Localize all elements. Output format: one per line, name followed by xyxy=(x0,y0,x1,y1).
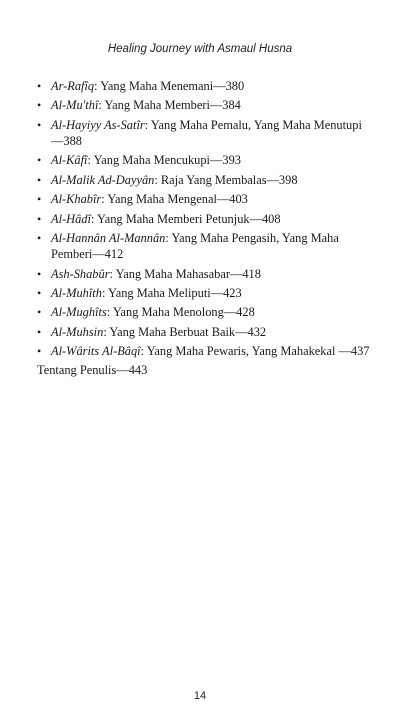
entry-list xyxy=(37,78,373,359)
entry-text: : Yang Maha Pengasih, Yang Maha Pemberi—412 xyxy=(51,230,339,262)
entry-term: Al-Mu'thî xyxy=(51,98,99,113)
list-item xyxy=(37,343,373,359)
list-item xyxy=(37,230,373,262)
list-item xyxy=(37,78,373,94)
entry-text: : Yang Maha Menolong—428 xyxy=(106,305,255,320)
list-item xyxy=(37,172,373,188)
running-head: Healing Journey with Asmaul Husna xyxy=(107,43,293,55)
entry-term: Al-Kâfî xyxy=(51,153,88,168)
entry-term: Al-Malik Ad-Dayyân xyxy=(51,172,155,187)
list-item xyxy=(37,324,373,340)
list-item xyxy=(37,211,373,227)
list-item xyxy=(37,191,373,207)
entry-term: Al-Muhsin xyxy=(51,324,104,339)
entry-text: : Yang Maha Memberi Petunjuk—408 xyxy=(90,211,281,226)
entry-text: : Raja Yang Membalas—398 xyxy=(154,172,298,187)
entry-text: : Yang Maha Memberi—384 xyxy=(98,98,241,113)
entry-term: Al-Hâdî xyxy=(51,211,91,226)
entry-text: : Yang Maha Pewaris, Yang Mahakekal —437 xyxy=(140,344,370,359)
entry-text: : Yang Maha Meliputi—423 xyxy=(101,285,242,300)
entry-term: Al-Mughîts xyxy=(51,305,107,320)
list-item xyxy=(37,117,373,149)
page-number: 14 xyxy=(193,690,207,702)
list-item xyxy=(37,304,373,320)
list-item xyxy=(37,266,373,282)
entry-term: Al-Hannân Al-Mannân xyxy=(51,230,166,245)
entry-text: : Yang Maha Mencukupi—393 xyxy=(87,153,241,168)
table-of-contents xyxy=(37,78,373,379)
list-item xyxy=(37,152,373,168)
entry-text: : Yang Maha Mengenal—403 xyxy=(101,192,248,207)
list-item xyxy=(37,285,373,301)
entry-term: Al-Wârits Al-Bâqî xyxy=(51,344,141,359)
entry-text: : Yang Maha Pemalu, Yang Maha Menutupi—388 xyxy=(51,117,362,148)
about-author-entry: Tentang Penulis—443 xyxy=(37,363,148,378)
entry-term: Ar-Rafîq xyxy=(51,79,95,93)
entry-term: Ash-Shabûr xyxy=(51,266,110,281)
entry-term: Al-Hayiyy As-Satîr xyxy=(51,117,145,132)
entry-text: : Yang Maha Menemani—380 xyxy=(94,79,245,93)
entry-term: Al-Khabîr xyxy=(51,192,102,207)
list-item xyxy=(37,97,373,113)
entry-term: Al-Muhîth xyxy=(51,285,102,300)
entry-text: : Yang Maha Mahasabar—418 xyxy=(109,266,261,281)
entry-text: : Yang Maha Berbuat Baik—432 xyxy=(103,324,267,339)
